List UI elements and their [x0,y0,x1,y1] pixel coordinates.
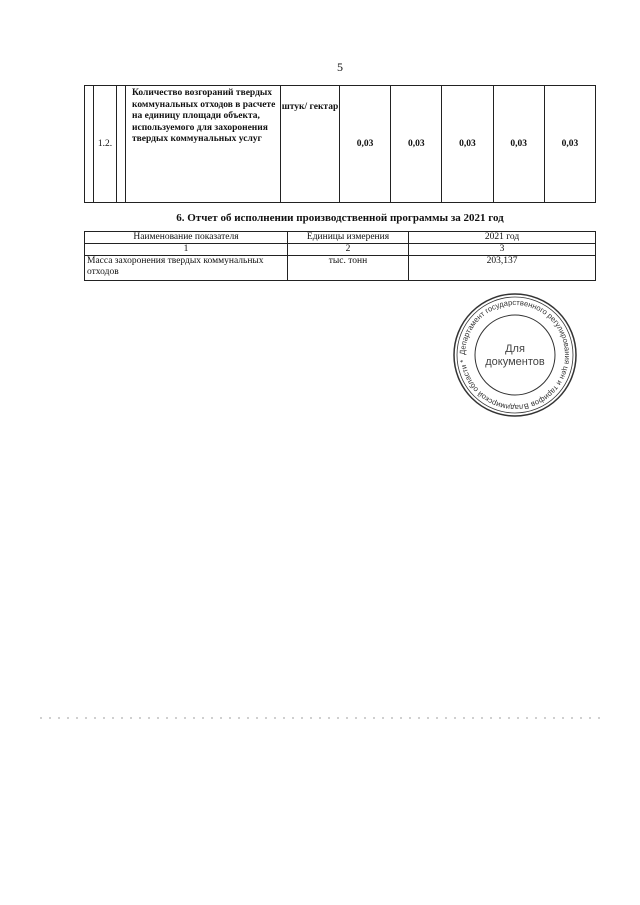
value-cell: 0,03 [442,86,493,203]
stamp-center-line2: документов [485,356,545,368]
column-header: Единицы измерения [288,232,409,244]
spacer-cell [117,86,126,203]
stamp-seal-icon [452,292,578,418]
unit-cell: тыс. тонн [288,255,409,280]
value-cell: 0,03 [340,86,391,203]
indicator-name-cell: Количество возгораний твердых коммунальных отходов в расчете на единицу площади объекта, используемого для захоронения твердых коммунальных услуг [126,86,281,203]
column-header: Наименование показателя [85,232,288,244]
column-number: 3 [409,243,596,255]
report-table [84,231,596,281]
column-header: 2021 год [409,232,596,244]
scan-noise [40,717,605,719]
value-cell: 0,03 [391,86,442,203]
indicator-table [84,85,596,203]
value-cell: 203,137 [409,255,596,280]
column-number: 1 [85,243,288,255]
table-header-row [85,232,596,244]
section-title: 6. Отчет об исполнении производственной программы за 2021 год [176,212,504,224]
stamp-center-line1: Для [505,343,525,355]
stamp-ring-text: Департамент государственного регулирования цен и тарифов Владимирской области * [457,297,573,413]
unit-cell: штук/ гектар [281,86,340,203]
table-row [85,255,596,280]
value-cell: 0,03 [493,86,544,203]
table-row [85,86,596,203]
page-number: 5 [337,60,343,74]
column-number-row [85,243,596,255]
column-number: 2 [288,243,409,255]
row-number-cell: 1.2. [94,86,117,203]
indicator-name-cell: Масса захоронения твердых коммунальных отходов [85,255,288,280]
spacer-cell [85,86,94,203]
value-cell: 0,03 [544,86,595,203]
official-stamp [452,292,578,418]
